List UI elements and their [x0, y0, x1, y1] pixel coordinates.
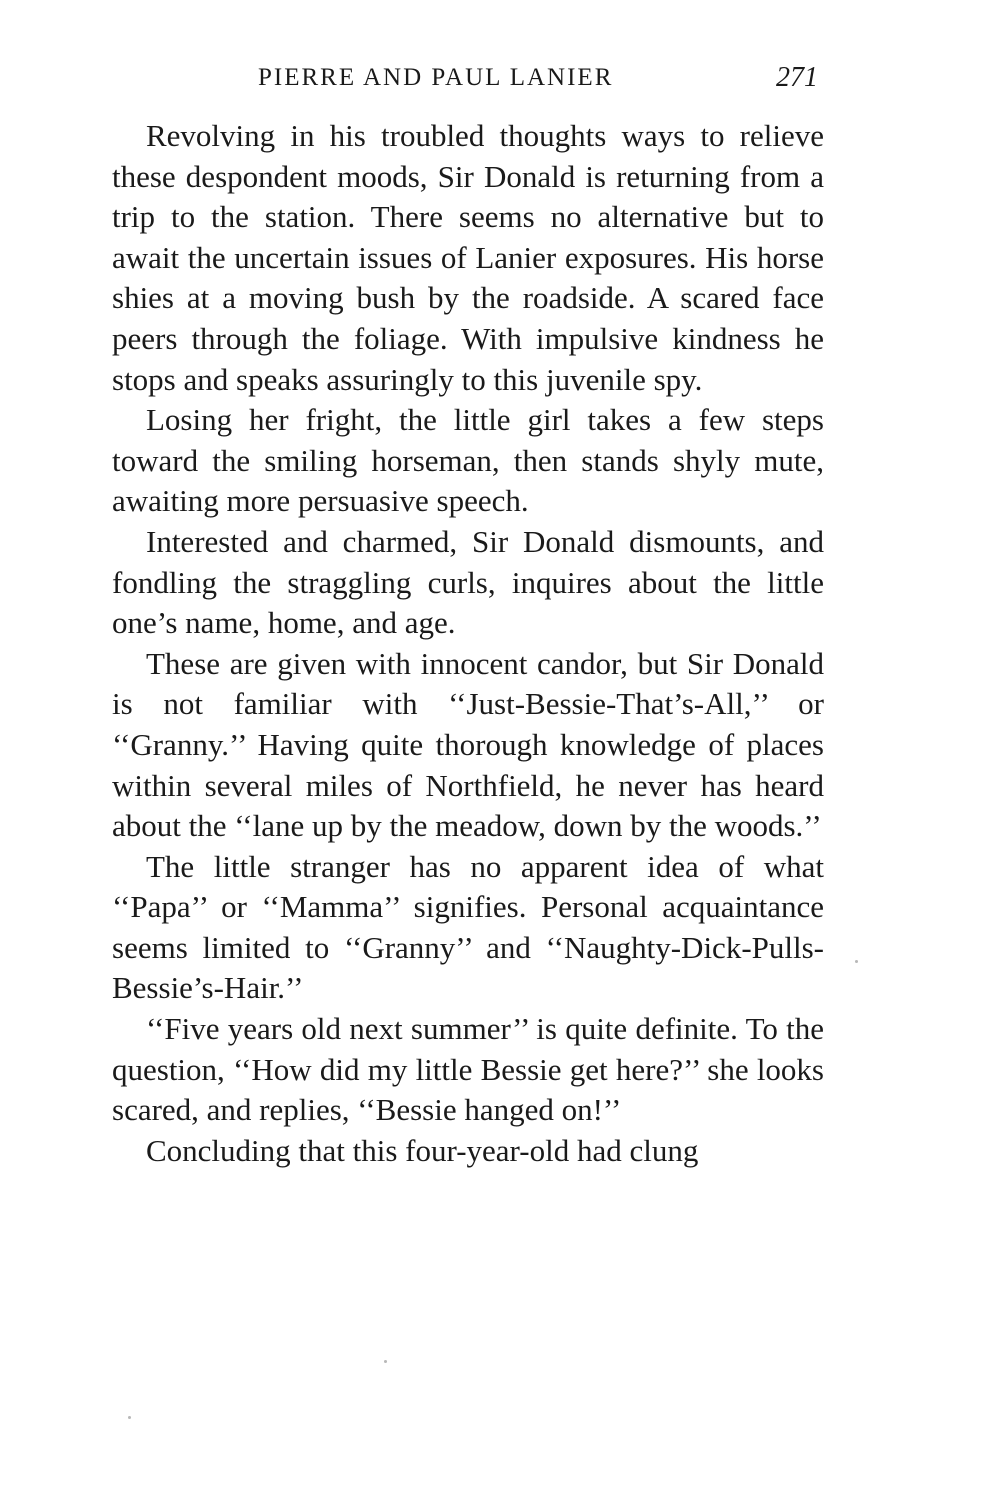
paragraph: Concluding that this four-year-old had clung [146, 1132, 699, 1168]
running-header [112, 58, 824, 98]
paragraph: Interested and charmed, Sir Donald dismounts, and fondling the straggling curls, inquires about the little one’s name, home, and age. [112, 523, 824, 641]
paper-speck [384, 1360, 387, 1363]
paper-speck [855, 960, 858, 963]
paragraph: ‘‘Five years old next summer’’ is quite definite. To the question, ‘‘How did my little Bessie get here?’’ she looks scared, and replies, ‘‘Bessie hanged on!’’ [112, 1011, 824, 1128]
paragraph: Revolving in his troubled thoughts ways to relieve these despondent moods, Sir Donald is returning from a trip to the station. There seems no alternative but to await the uncertain issues of Lanier exposures. His horse shies at a moving bush by the roadside. A scared face peers through the foliage. With impulsive kindness he stops and speaks assuringly to this juvenile spy. [112, 118, 824, 397]
paragraph: The little stranger has no apparent idea of what ‘‘Papa’’ or ‘‘Mamma’’ signifies. Personal acquaintance seems limited to ‘‘Granny’’ and ‘‘Naughty-Dick-Pulls-Bessie’s-Hair.’’ [112, 848, 824, 1006]
page-number: 271 [776, 62, 818, 93]
paragraph: These are given with innocent candor, but Sir Donald is not familiar with ‘‘Just-Bessie-That’s-All,’’ or ‘‘Granny.’’ Having quite thorough knowledge of places within several miles of Northfield, he never has heard about the ‘‘lane up by the meadow, down by the woods.’’ [112, 645, 824, 844]
body-text [112, 116, 824, 1171]
paragraph: Losing her fright, the little girl takes a few steps toward the smiling horseman, then stands shyly mute, awaiting more persuasive speech. [112, 402, 824, 519]
running-title: PIERRE AND PAUL LANIER [258, 64, 614, 91]
paper-speck [128, 1416, 131, 1419]
